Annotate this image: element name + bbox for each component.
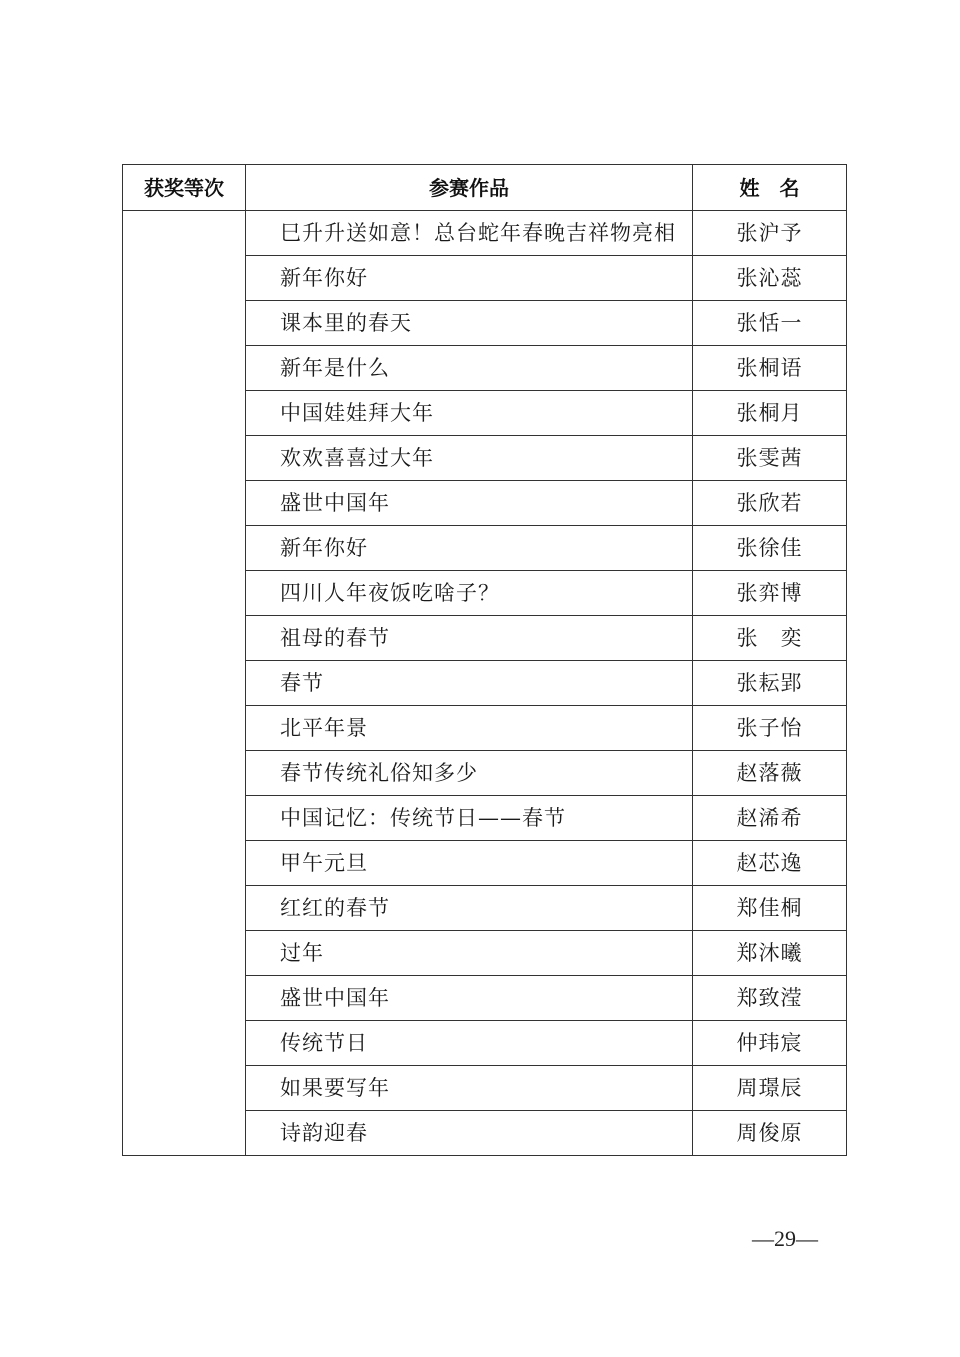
page-number: —29— — [752, 1226, 818, 1251]
work-cell: 盛世中国年 — [246, 976, 693, 1021]
work-cell: 欢欢喜喜过大年 — [246, 436, 693, 481]
work-cell: 新年是什么 — [246, 346, 693, 391]
work-cell: 过年 — [246, 931, 693, 976]
name-cell: 张恬一 — [693, 301, 847, 346]
award-table — [122, 164, 847, 1156]
table-body — [123, 211, 847, 1156]
work-cell: 诗韵迎春 — [246, 1111, 693, 1156]
name-cell: 仲玮宸 — [693, 1021, 847, 1066]
name-cell: 赵浠希 — [693, 796, 847, 841]
work-cell: 中国记忆：传统节日——春节 — [246, 796, 693, 841]
name-cell: 周璟辰 — [693, 1066, 847, 1111]
work-cell: 甲午元旦 — [246, 841, 693, 886]
work-cell: 盛世中国年 — [246, 481, 693, 526]
name-cell: 郑沐曦 — [693, 931, 847, 976]
header-name: 姓 名 — [693, 165, 847, 211]
award-level-cell — [123, 211, 246, 1156]
work-cell: 新年你好 — [246, 526, 693, 571]
header-award-level: 获奖等次 — [123, 165, 246, 211]
work-cell: 北平年景 — [246, 706, 693, 751]
name-cell: 张弈博 — [693, 571, 847, 616]
name-cell: 赵落薇 — [693, 751, 847, 796]
name-cell: 张沪予 — [693, 211, 847, 256]
name-cell: 张沁蕊 — [693, 256, 847, 301]
work-cell: 巳升升送如意！总台蛇年春晚吉祥物亮相 — [246, 211, 693, 256]
name-cell: 周俊原 — [693, 1111, 847, 1156]
name-cell: 郑佳桐 — [693, 886, 847, 931]
name-cell: 赵芯逸 — [693, 841, 847, 886]
name-cell: 张桐语 — [693, 346, 847, 391]
header-work: 参赛作品 — [246, 165, 693, 211]
name-cell: 郑致滢 — [693, 976, 847, 1021]
work-cell: 红红的春节 — [246, 886, 693, 931]
table-row — [123, 211, 847, 256]
work-cell: 如果要写年 — [246, 1066, 693, 1111]
work-cell: 传统节日 — [246, 1021, 693, 1066]
table-header-row — [123, 165, 847, 211]
work-cell: 中国娃娃拜大年 — [246, 391, 693, 436]
name-cell: 张 奕 — [693, 616, 847, 661]
name-cell: 张子怡 — [693, 706, 847, 751]
work-cell: 课本里的春天 — [246, 301, 693, 346]
name-cell: 张欣若 — [693, 481, 847, 526]
name-cell: 张雯茜 — [693, 436, 847, 481]
name-cell: 张桐月 — [693, 391, 847, 436]
work-cell: 春节传统礼俗知多少 — [246, 751, 693, 796]
work-cell: 祖母的春节 — [246, 616, 693, 661]
name-cell: 张耘郢 — [693, 661, 847, 706]
work-cell: 四川人年夜饭吃啥子？ — [246, 571, 693, 616]
work-cell: 春节 — [246, 661, 693, 706]
name-cell: 张徐佳 — [693, 526, 847, 571]
work-cell: 新年你好 — [246, 256, 693, 301]
